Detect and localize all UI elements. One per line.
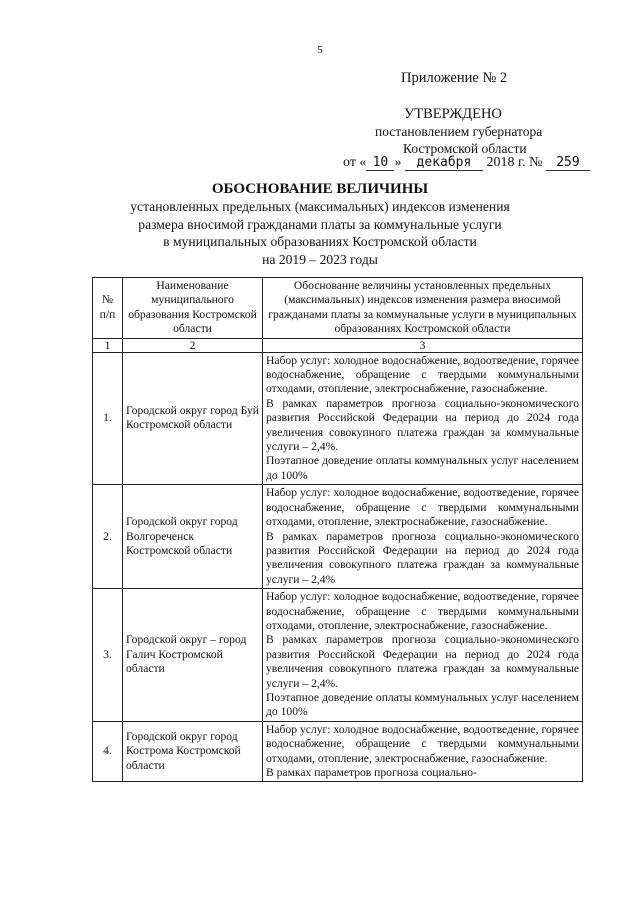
header-num: № п/п	[93, 278, 123, 339]
row-number: 2.	[93, 485, 123, 589]
title-line-5: на 2019 – 2023 годы	[262, 251, 378, 267]
services-text: Набор услуг: холодное водоснабжение, водоотведение, горячее водоснабжение, обращение с твердыми коммунальными отходами, отопление, электроснабжение, газоснабжение.	[266, 722, 579, 765]
index-cell: 1	[93, 338, 123, 352]
date-mid: »	[394, 155, 402, 170]
date-year: 2018 г. №	[486, 155, 543, 170]
forecast-text: В рамках параметров прогноза социально-	[266, 766, 477, 779]
title-line-1: ОБОСНОВАНИЕ ВЕЛИЧИНЫ	[211, 181, 429, 197]
forecast-text: В рамках параметров прогноза социально-экономического развития Российской Федерации на период до 2024 года увеличения совокупного платежа граждан за коммунальные услуги – 2,4%.	[266, 633, 579, 690]
date-prefix: от «	[343, 155, 367, 170]
services-text: Набор услуг: холодное водоснабжение, водоотведение, горячее водоснабжение, обращение с твердыми коммунальными отходами, отопление, электроснабжение, газоснабжение.	[266, 590, 579, 632]
approved-region: Костромской области	[403, 141, 527, 156]
appendix-label: Приложение № 2	[401, 70, 508, 86]
page-number: 5	[317, 44, 323, 56]
row-number: 3.	[93, 589, 123, 722]
municipality-name: Городской округ – город Галич Костромской области	[123, 589, 263, 722]
header-name: Наименование муниципального образования Костромской области	[123, 278, 263, 339]
municipality-name: Городской округ город Волгореченск Костромской области	[123, 485, 263, 589]
forecast-text: В рамках параметров прогноза социально-экономического развития Российской Федерации на период до 2024 года увеличения совокупного платежа граждан за коммунальные услуги – 2,4%.	[266, 396, 579, 454]
approved-by: постановлением губернатора	[375, 124, 543, 139]
phased-text: Поэтапное доведение оплаты коммунальных услуг населением до 100%	[266, 690, 579, 719]
justification-cell	[263, 589, 583, 722]
date-month: декабря	[405, 155, 483, 171]
phased-text: Поэтапное доведение оплаты коммунальных услуг населением до 100%	[266, 454, 579, 482]
approval-date-line	[343, 155, 590, 171]
table-row	[93, 352, 583, 485]
services-text: Набор услуг: холодное водоснабжение, водоотведение, горячее водоснабжение, обращение с твердыми коммунальными отходами, отопление, электроснабжение, газоснабжение.	[266, 486, 579, 529]
municipality-name: Городской округ город Кострома Костромской области	[123, 721, 263, 782]
document-title	[0, 181, 640, 268]
justification-cell	[263, 485, 583, 589]
approved-stamp: УТВЕРЖДЕНО	[404, 106, 502, 122]
title-line-4: в муниципальных образованиях Костромской области	[163, 234, 477, 249]
table-row	[93, 485, 583, 589]
table-row	[93, 721, 583, 782]
services-text: Набор услуг: холодное водоснабжение, водоотведение, горячее водоснабжение, обращение с твердыми коммунальными отходами, отопление, электроснабжение, газоснабжение.	[266, 353, 579, 396]
indexes-table	[92, 277, 583, 782]
index-cell: 3	[263, 338, 583, 352]
justification-cell	[263, 721, 583, 782]
table-header-row	[93, 278, 583, 339]
index-cell: 2	[123, 338, 263, 352]
municipality-name: Городской округ город Буй Костромской области	[123, 352, 263, 485]
title-line-3: размера вносимой гражданами платы за коммунальные услуги	[138, 216, 502, 232]
forecast-text: В рамках параметров прогноза социально-экономического развития Российской Федерации на период до 2024 года увеличения совокупного платежа граждан за коммунальные услуги – 2,4%	[266, 529, 579, 586]
row-number: 4.	[93, 721, 123, 782]
title-line-2: установленных предельных (максимальных) индексов изменения	[130, 199, 510, 214]
table-index-row	[93, 338, 583, 352]
date-day: 10	[366, 155, 394, 171]
document-number: 259	[546, 155, 590, 171]
table-row	[93, 589, 583, 722]
header-justification: Обоснование величины установленных предельных (максимальных) индексов изменения размера вносимой гражданами платы за коммунальные услуги в муниципальных образованиях Костромской области	[263, 278, 583, 339]
row-number: 1.	[93, 352, 123, 485]
justification-cell	[263, 352, 583, 485]
